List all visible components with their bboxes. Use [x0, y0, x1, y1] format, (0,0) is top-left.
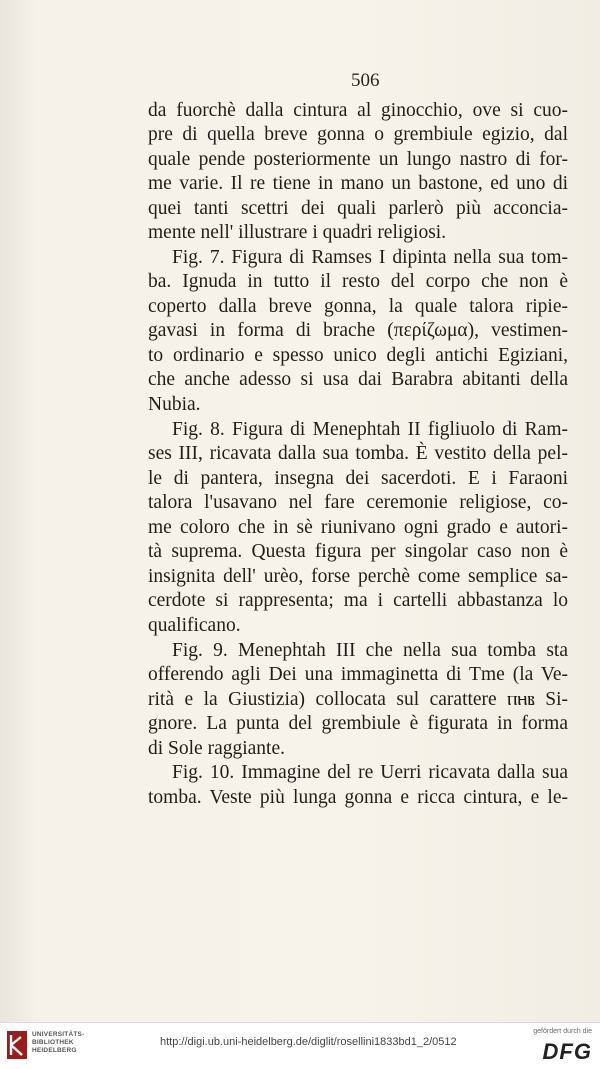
text-line: Nubia.	[148, 394, 201, 415]
text-line: Fig. 8. Figura di Menephtah II figliuolo di Ram-	[172, 419, 568, 440]
dfg-logo: DFG	[542, 1039, 592, 1064]
text-line: qualificano.	[148, 615, 241, 636]
text-line: insignita dell' urèo, forse perchè come semplice sa-	[148, 566, 568, 587]
text-line: gnore. La punta del grembiule è figurata in forma	[148, 713, 568, 734]
text-line: di Sole raggiante.	[148, 738, 286, 759]
text-line: tomba. Veste più lunga gonna e ricca cintura, e le-	[148, 787, 568, 808]
source-url-link[interactable]: http://digi.ub.uni-heidelberg.de/diglit/rosellini1833bd1_2/0512	[160, 1036, 457, 1048]
text-line: Fig. 7. Figura di Ramses I dipinta nella sua tom-	[172, 247, 568, 268]
text-line: mente nell' illustrare i quadri religiosi.	[148, 222, 447, 243]
viewer-footer	[0, 1022, 600, 1069]
text-line: tà suprema. Questa figura per singolar caso non è	[148, 541, 568, 562]
text-line: ses III, ricavata dalla sua tomba. È vestito della pel-	[148, 443, 568, 464]
text-line: me varie. Il re tiene in mano un bastone, ed uno di	[148, 173, 568, 194]
text-line: da fuorchè dalla cintura al ginocchio, ove si cuo-	[148, 100, 568, 121]
funding-label: gefördert durch die	[533, 1028, 592, 1035]
text-line: ba. Ignuda in tutto il resto del corpo che non è	[148, 271, 568, 292]
text-line: talora l'usavano nel fare ceremonie religiose, co-	[148, 492, 568, 513]
text-line: to ordinario e spesso unico degli antichi Egiziani,	[148, 345, 568, 366]
text-line: Fig. 9. Menephtah III che nella sua tomba sta	[172, 640, 568, 661]
text-line: rità e la Giustizia) collocata sul carattere ⲡⲏⲃ Si-	[148, 689, 568, 710]
text-line: le di pantera, insegna dei sacerdoti. E i Faraoni	[148, 468, 568, 489]
library-name: UNIVERSITÄTS- BIBLIOTHEK HEIDELBERG	[32, 1031, 85, 1054]
text-line: cerdote si rappresenta; ma i cartelli abbastanza lo	[148, 590, 568, 611]
text-line: offerendo agli Dei una immaginetta di Tme (la Ve-	[148, 664, 568, 685]
text-line: che anche adesso si usa dai Barabra abitanti della	[148, 369, 568, 390]
text-line: gavasi in forma di brache (περίζωμα), vestimen-	[148, 320, 568, 341]
text-line: me coloro che in sè riunivano ogni grado e autori-	[148, 517, 568, 538]
text-line: coperto dalla breve gonna, la quale talora ripie-	[148, 296, 568, 317]
page-number: 506	[351, 70, 380, 91]
text-line: Fig. 10. Immagine del re Uerri ricavata dalla sua	[172, 762, 568, 783]
text-line: pre di quella breve gonna o grembiule egizio, dal	[148, 124, 568, 145]
text-line: quei tanti scettri dei quali parlerò più acconcia-	[148, 198, 568, 219]
university-library-logo-icon	[6, 1029, 28, 1061]
text-line: quale pende posteriormente un lungo nastro di for-	[148, 149, 568, 170]
